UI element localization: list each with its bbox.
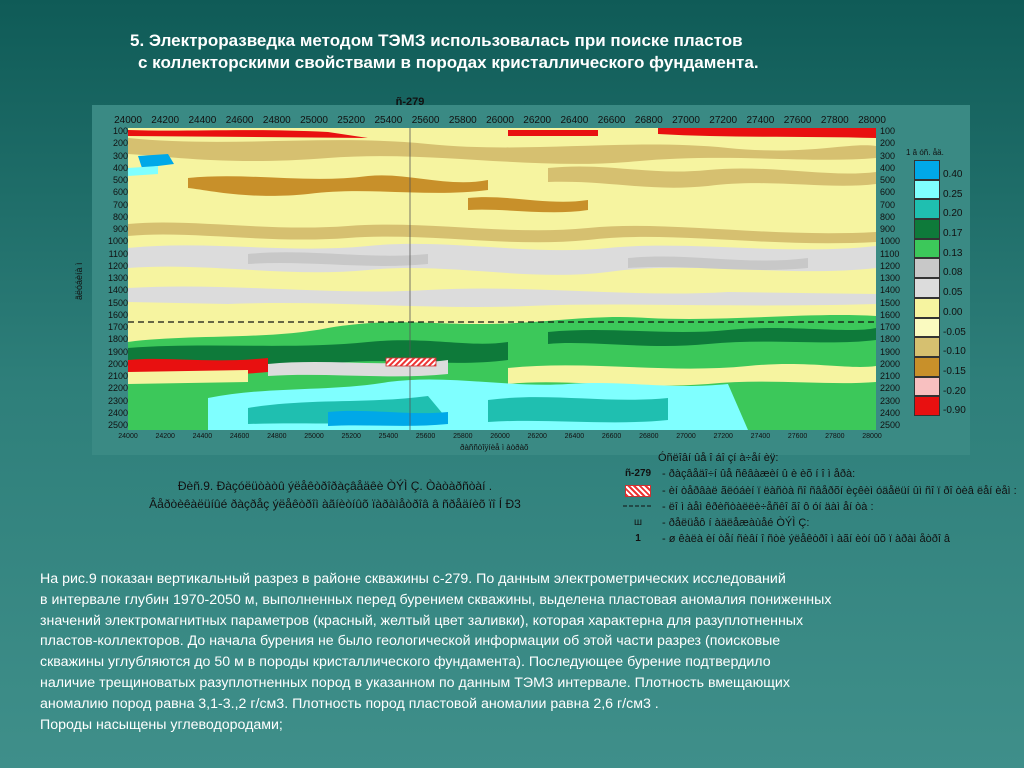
depth-tick-label: 2500 — [107, 420, 128, 430]
depth-tick-label: 1700 — [107, 322, 128, 332]
x-tick-label: 27000 — [676, 433, 696, 440]
note-text: - ðàçâåäî÷í ûå ñêâàæèí û è èõ í î ì åðà: — [662, 468, 856, 480]
legend-swatch — [914, 357, 940, 377]
note-key: ñ-279 — [624, 468, 652, 479]
depth-tick-label: 1800 — [107, 334, 128, 345]
x-tick-label: 27600 — [787, 433, 808, 440]
depth-tick-label: 2200 — [107, 383, 128, 394]
legend-value: 0.08 — [943, 267, 963, 279]
note-text: - ðåëüåô í àäëåæàùåé ÒÝÌ Ç: — [662, 517, 810, 529]
x-tick-label: 26400 — [564, 433, 585, 440]
x-axis-top — [114, 115, 886, 129]
x-tick-label: 27000 — [672, 115, 700, 126]
x-tick-label: 27400 — [750, 433, 771, 440]
x-tick-label: 24000 — [114, 115, 142, 126]
body-line: аномалию пород равна 3,1-3.,2 г/см3. Плотность пород пластовой аномалии равна 2,6 г/см3 . — [40, 695, 659, 712]
legend-row — [914, 180, 984, 200]
depth-tick-label: 1600 — [880, 309, 901, 320]
body-line: в интервале глубин 1970-2050 м, выполненных перед бурением скважины, выделена пластовая аномалия пониженных — [40, 591, 832, 608]
anomaly-interval — [386, 358, 436, 366]
note-row — [620, 485, 1020, 501]
depth-tick-label: 1900 — [107, 346, 128, 357]
x-tick-label: 26800 — [639, 433, 659, 440]
legend-swatch — [914, 219, 940, 239]
legend-value: -0.10 — [943, 346, 966, 358]
legend-swatch — [914, 180, 940, 200]
legend-value: -0.20 — [943, 385, 966, 397]
legend-swatch — [914, 377, 940, 397]
depth-tick-label: 1700 — [880, 322, 901, 332]
depth-tick-label: 300 — [880, 150, 896, 161]
x-tick-label: 27600 — [783, 115, 812, 126]
legend-row — [914, 239, 984, 259]
legend-row — [914, 298, 984, 318]
legend-swatch — [914, 199, 940, 219]
body-line: пластов-коллекторов. До начала бурения не было геологической информации об этой части разрез (поисковые — [40, 633, 781, 650]
legend-swatch — [914, 298, 940, 318]
depth-tick-label: 1100 — [108, 248, 128, 259]
x-tick-label: 26000 — [490, 433, 510, 440]
legend-value: 0.40 — [943, 169, 963, 180]
note-text: - èí òåðâàë ãëóáèí ï ëàñòà ñî ñâåðõí èçêèì óäåëüí ûì ñî ï ðî òèâ ëåí èåì : — [662, 485, 1017, 497]
depth-tick-label: 100 — [112, 126, 128, 136]
description-text — [40, 569, 1000, 735]
legend-swatch — [914, 278, 940, 298]
depth-tick-label: 1200 — [880, 260, 901, 271]
note-row — [620, 533, 1020, 549]
legend-value: -0.05 — [943, 326, 966, 338]
depth-tick-label: 800 — [112, 211, 128, 222]
x-tick-label: 26400 — [560, 115, 589, 126]
note-row — [620, 468, 1020, 484]
title-line-2: с коллекторскими свойствами в породах кристаллического фундамента. — [138, 53, 759, 72]
legend-row — [914, 278, 984, 298]
depth-tick-label: 300 — [112, 150, 128, 161]
depth-tick-label: 900 — [880, 224, 896, 234]
x-tick-label: 28000 — [858, 115, 886, 126]
depth-tick-label: 2000 — [107, 358, 128, 369]
x-tick-label: 26600 — [597, 115, 626, 126]
color-legend — [914, 160, 984, 416]
legend-row — [914, 258, 984, 278]
depth-tick-label: 2500 — [880, 420, 901, 430]
x-tick-label: 26800 — [634, 115, 663, 126]
slide-title — [130, 30, 990, 74]
x-tick-label: 24600 — [225, 115, 254, 126]
depth-tick-label: 2000 — [880, 358, 901, 369]
depth-axis-label: ãëóáèíà ì — [74, 262, 84, 300]
note-text: - ëî ì àåì êðèñòàëëè÷åñêî ãî ô óí äàì åí òà : — [662, 501, 874, 513]
legend-swatch — [914, 337, 940, 357]
legend-row — [914, 396, 984, 416]
depth-tick-label: 1100 — [880, 248, 900, 259]
depth-tick-label: 900 — [112, 224, 128, 234]
legend-row — [914, 318, 984, 338]
x-tick-label: 26200 — [523, 115, 552, 126]
legend-value: 0.25 — [943, 188, 963, 200]
x-tick-label: 24800 — [262, 115, 291, 126]
depth-tick-label: 400 — [880, 162, 896, 173]
depth-tick-label: 700 — [880, 199, 896, 210]
x-tick-label: 27200 — [713, 433, 733, 440]
depth-axis-left — [100, 128, 128, 430]
x-tick-label: 25600 — [411, 115, 440, 126]
x-tick-label: 24400 — [192, 433, 213, 440]
legend-value: 0.13 — [943, 247, 963, 259]
x-tick-label: 27400 — [746, 115, 775, 126]
hatch-swatch-icon — [622, 485, 654, 500]
legend-title: 1 â óñ. åä. — [906, 148, 944, 157]
x-tick-label: 25800 — [448, 115, 477, 126]
note-row — [620, 501, 1020, 517]
x-tick-label: 25400 — [378, 433, 399, 440]
depth-tick-label: 2100 — [107, 371, 128, 381]
legend-value: 0.17 — [943, 228, 963, 240]
legend-row — [914, 377, 984, 397]
body-line: Породы насыщены углеводородами; — [40, 716, 283, 733]
depth-tick-label: 500 — [112, 175, 128, 185]
depth-tick-label: 2400 — [107, 407, 128, 418]
x-tick-label: 28000 — [862, 433, 882, 440]
depth-tick-label: 2100 — [880, 371, 901, 381]
depth-tick-label: 1800 — [880, 334, 901, 345]
x-tick-label: 24600 — [229, 433, 250, 440]
depth-tick-label: 1000 — [107, 236, 128, 247]
depth-axis-right — [878, 128, 906, 430]
depth-tick-label: 1900 — [880, 346, 901, 357]
x-tick-label: 25400 — [374, 115, 403, 126]
legend-row — [914, 219, 984, 239]
x-tick-label: 24200 — [155, 433, 175, 440]
section-svg — [128, 128, 876, 430]
legend-value: -0.90 — [943, 405, 966, 417]
legend-value: 0.00 — [943, 306, 963, 318]
depth-tick-label: 600 — [880, 187, 896, 198]
depth-tick-label: 400 — [112, 162, 128, 173]
depth-tick-label: 2200 — [880, 383, 901, 394]
note-key: ш — [633, 517, 643, 528]
x-tick-label: 24000 — [118, 433, 138, 440]
body-line: На рис.9 показан вертикальный разрез в районе скважины с-279. По данным электрометрических исследований — [40, 571, 786, 587]
legend-swatch — [914, 396, 940, 416]
x-tick-label: 24800 — [267, 433, 287, 440]
depth-tick-label: 1200 — [107, 260, 128, 271]
legend-swatch — [914, 258, 940, 278]
depth-tick-label: 2300 — [107, 395, 128, 406]
x-tick-label: 26000 — [486, 115, 514, 126]
note-key: 1 — [635, 533, 641, 544]
legend-row — [914, 337, 984, 357]
depth-tick-label: 1500 — [880, 297, 901, 308]
x-tick-label: 25000 — [304, 433, 324, 440]
x-tick-label: 25800 — [453, 433, 473, 440]
caption-line-2: Âåðòèêàëüíûé ðàçðåç ýëåêòðîì àãíèòíûõ ïàðàìåòðîâ â ñðåäíèõ ïî Í Ð3 — [149, 497, 521, 511]
depth-tick-label: 2400 — [880, 407, 901, 418]
x-tick-label: 24200 — [151, 115, 180, 126]
x-tick-label: 25200 — [341, 433, 361, 440]
depth-tick-label: 1400 — [107, 285, 128, 296]
legend-value: -0.15 — [943, 365, 966, 377]
figure-caption — [85, 477, 585, 513]
body-line: наличие трещиноватых разуплотненных пород в указанном по данным ТЭМЗ интервале. Плотность вмещающих — [40, 674, 790, 691]
depth-tick-label: 1400 — [880, 285, 901, 296]
depth-tick-label: 500 — [880, 175, 896, 185]
legend-row — [914, 160, 984, 180]
note-text: - ø êàëà èí òåí ñèâí î ñòè ýëåêòðî ì àãí èòí ûõ ï àðàì åòðî â — [662, 533, 951, 545]
depth-tick-label: 600 — [112, 187, 128, 198]
x-tick-label: 27800 — [820, 115, 849, 126]
depth-tick-label: 1300 — [880, 273, 901, 283]
legend-swatch — [914, 318, 940, 338]
body-line: скважины углубляются до 50 м в породы кристаллического фундамента). Последующее бурение подтвердило — [40, 654, 771, 671]
x-axis-title: ðàññòîÿíèå ì àòðàõ — [460, 443, 529, 452]
well-label-top: ñ-279 — [395, 96, 425, 108]
depth-tick-label: 2300 — [880, 395, 901, 406]
depth-tick-label: 700 — [112, 199, 128, 210]
depth-tick-label: 1500 — [107, 297, 128, 308]
legend-value: 0.05 — [943, 287, 963, 299]
depth-tick-label: 1300 — [107, 273, 128, 283]
legend-swatch — [914, 160, 940, 180]
resistivity-section — [128, 128, 876, 430]
depth-tick-label: 100 — [880, 126, 896, 136]
x-tick-label: 24400 — [188, 115, 217, 126]
depth-tick-label: 200 — [112, 138, 128, 149]
depth-tick-label: 200 — [880, 138, 896, 149]
legend-row — [914, 199, 984, 219]
note-row — [620, 517, 1020, 533]
x-tick-label: 26600 — [601, 433, 622, 440]
notes-header: Óñëîâí ûå î áî çí à÷åí èÿ: — [658, 452, 779, 464]
x-tick-label: 25600 — [415, 433, 436, 440]
x-tick-label: 27200 — [709, 115, 738, 126]
legend-value: 0.20 — [943, 208, 963, 220]
title-line-1: 5. Электроразведка методом ТЭМЗ использовалась при поиске пластов — [130, 31, 743, 50]
x-tick-label: 25200 — [337, 115, 366, 126]
legend-swatch — [914, 239, 940, 259]
depth-tick-label: 1600 — [107, 309, 128, 320]
body-line: значений электромагнитных параметров (красный, желтый цвет заливки), которая характерна для разуплотненных — [40, 612, 804, 629]
depth-tick-label: 1000 — [880, 236, 901, 247]
dashed-line-icon — [622, 501, 654, 514]
caption-line-1: Ðèñ.9. Ðàçóëüòàòû ýëåêòðîðàçâåäêè ÒÝÌ Ç. Òàòàðñòàí . — [177, 479, 493, 493]
depth-tick-label: 800 — [880, 211, 896, 222]
legend-row — [914, 357, 984, 377]
x-tick-label: 26200 — [527, 433, 547, 440]
x-tick-label: 27800 — [825, 433, 845, 440]
x-tick-label: 25000 — [300, 115, 328, 126]
